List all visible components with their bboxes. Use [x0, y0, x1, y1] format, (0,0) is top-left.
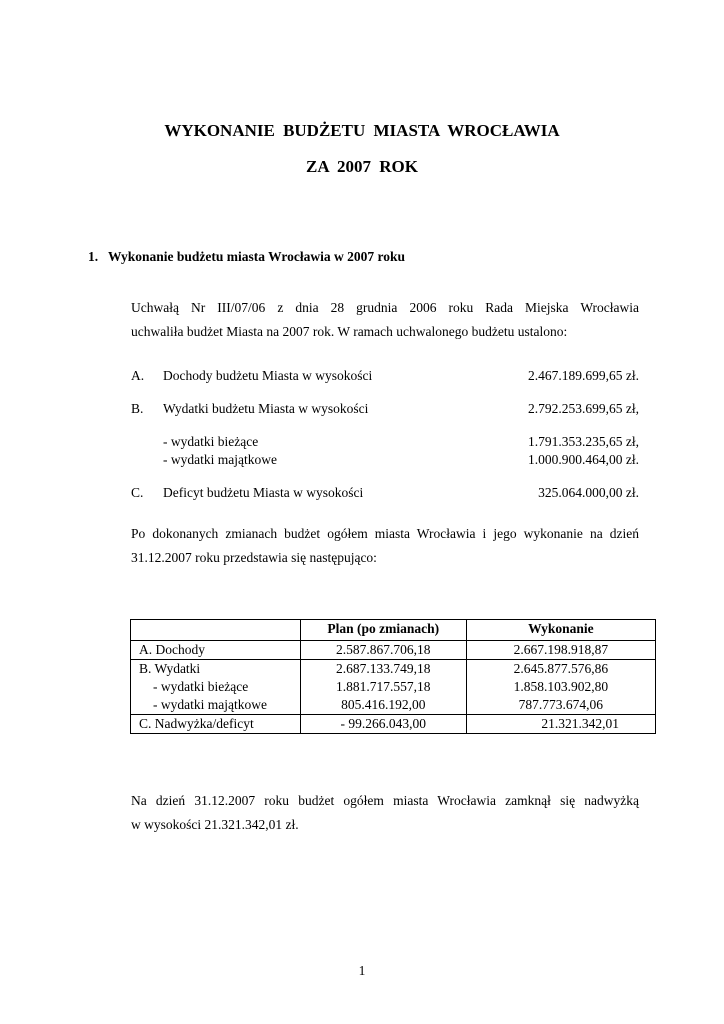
table-cell-plan: - 99.266.043,00 — [300, 715, 466, 734]
subitem-label: - wydatki majątkowe — [163, 452, 277, 467]
intro-line-2: uchwaliła budżet Miasta na 2007 rok. W ramach uchwalonego budżetu ustalono: — [131, 324, 568, 339]
page-number: 1 — [358, 963, 366, 978]
expenses-exec: 2.645.877.576,86 — [513, 661, 609, 676]
changes-line-1: Po dokonanych zmianach budżet ogółem miasta Wrocławia i jego wykonanie na dzień — [131, 526, 639, 541]
table-header-cell: Wykonanie — [466, 620, 655, 641]
item-amount: 2.467.189.699,65 zł. — [528, 368, 639, 383]
closing-paragraph — [131, 789, 639, 837]
item-label: Deficyt budżetu Miasta w wysokości — [163, 485, 364, 500]
section-heading — [88, 249, 405, 265]
subitem-label: - wydatki bieżące — [163, 434, 259, 449]
table-header-cell — [131, 620, 301, 641]
budget-subitem-current — [131, 433, 639, 451]
table-cell-exec: 21.321.342,01 — [466, 715, 655, 734]
table-cell-plan — [300, 660, 466, 715]
budget-item-a — [131, 367, 639, 385]
budget-table — [130, 619, 656, 734]
subitem-amount: 1.791.353.235,65 zł, — [528, 434, 639, 449]
closing-line-1: Na dzień 31.12.2007 roku budżet ogółem miasta Wrocławia zamknął się nadwyżką — [131, 793, 639, 808]
intro-line-1: Uchwałą Nr III/07/06 z dnia 28 grudnia 2006 roku Rada Miejska Wrocławia — [131, 300, 639, 315]
table-cell-exec — [466, 660, 655, 715]
table-cell-label: C. Nadwyżka/deficyt — [131, 715, 301, 734]
section-number: 1. — [88, 249, 99, 264]
document-title: WYKONANIE BUDŻETU MIASTA WROCŁAWIA — [164, 121, 560, 140]
table-cell-label: A. Dochody — [131, 641, 301, 660]
changes-paragraph — [131, 522, 639, 570]
table-cell-plan: 2.587.867.706,18 — [300, 641, 466, 660]
item-letter: B. — [131, 401, 144, 416]
subitem-amount: 1.000.900.464,00 zł. — [528, 452, 639, 467]
table-cell-exec: 2.667.198.918,87 — [466, 641, 655, 660]
current-expenses-plan: 1.881.717.557,18 — [336, 679, 431, 694]
changes-line-2: 31.12.2007 roku przedstawia się następująco: — [131, 550, 377, 565]
expenses-label: B. Wydatki — [139, 661, 201, 676]
table-row — [131, 660, 656, 715]
table-header-cell: Plan (po zmianach) — [300, 620, 466, 641]
budget-item-b — [131, 400, 639, 418]
item-amount: 2.792.253.699,65 zł, — [528, 401, 639, 416]
table-cell-label — [131, 660, 301, 715]
capital-expenses-label: - wydatki majątkowe — [153, 697, 267, 712]
item-amount: 325.064.000,00 zł. — [538, 485, 639, 500]
expenses-plan: 2.687.133.749,18 — [336, 661, 431, 676]
capital-expenses-exec: 787.773.674,06 — [518, 697, 604, 712]
table-row — [131, 641, 656, 660]
section-heading-text: Wykonanie budżetu miasta Wrocławia w 2007 roku — [108, 249, 406, 264]
table-row — [131, 715, 656, 734]
current-expenses-label: - wydatki bieżące — [153, 679, 249, 694]
item-letter: C. — [131, 485, 144, 500]
document-subtitle: ZA 2007 ROK — [306, 157, 418, 176]
item-label: Wydatki budżetu Miasta w wysokości — [163, 401, 369, 416]
table-header-row — [131, 620, 656, 641]
capital-expenses-plan: 805.416.192,00 — [341, 697, 426, 712]
item-label: Dochody budżetu Miasta w wysokości — [163, 368, 373, 383]
current-expenses-exec: 1.858.103.902,80 — [513, 679, 609, 694]
budget-item-c — [131, 484, 639, 502]
intro-paragraph — [131, 296, 639, 344]
closing-line-2: w wysokości 21.321.342,01 zł. — [131, 817, 299, 832]
item-letter: A. — [131, 368, 145, 383]
budget-subitem-capital — [131, 451, 639, 469]
